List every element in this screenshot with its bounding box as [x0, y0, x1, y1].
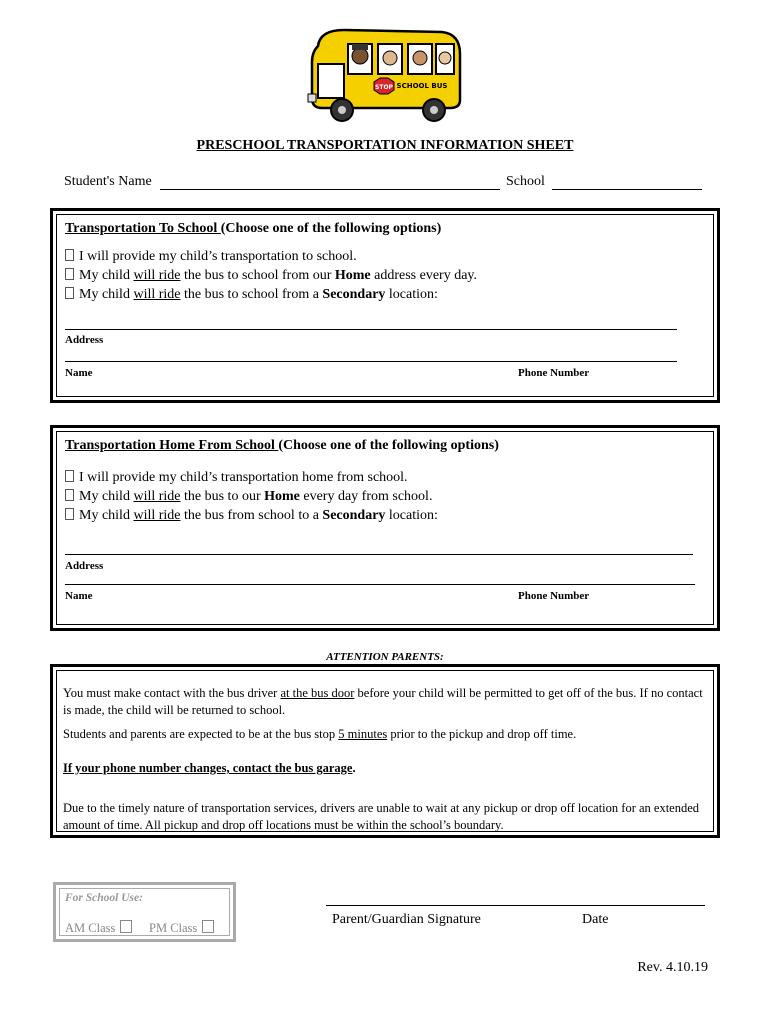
option-text: My child — [79, 268, 134, 283]
checkbox-icon[interactable] — [65, 508, 74, 520]
to-school-heading-instruction: (Choose one of the following options) — [220, 221, 442, 236]
checkbox-icon[interactable] — [202, 920, 214, 933]
option-emphasis: will ride — [133, 489, 181, 504]
to-school-option-1[interactable] — [65, 249, 357, 265]
home-from-school-heading — [65, 438, 499, 454]
paragraph-text: before your child will be permitted to get off of the bus. If no contact is made, the child will be returned to school. — [63, 686, 703, 717]
attention-box — [50, 664, 720, 838]
home-from-school-heading-title: Transportation Home From School — [65, 438, 279, 453]
option-emphasis: will ride — [133, 268, 181, 283]
option-text: every day from school. — [299, 489, 433, 504]
attention-paragraph-4: Due to the timely nature of transportation services, drivers are unable to wait at any pickup or drop off location for an extended amount of time. All pickup and drop off locations must be within the school’s boundary. — [63, 801, 700, 832]
to-school-option-2[interactable] — [65, 268, 477, 284]
option-text: My child — [79, 508, 134, 523]
checkbox-icon[interactable] — [65, 268, 74, 280]
student-name-label: Student's Name — [64, 174, 152, 189]
to-school-section — [50, 208, 720, 403]
option-text: My child — [79, 489, 134, 504]
paragraph-text: Students and parents are expected to be at the bus stop — [63, 727, 339, 741]
to-school-heading — [65, 221, 441, 237]
paragraph-emphasis: at the bus door — [280, 686, 355, 700]
option-text: My child — [79, 287, 134, 302]
paragraph-emphasis: If your phone number changes, contact the bus garage — [63, 761, 353, 775]
option-text: the bus to school from our — [180, 268, 335, 283]
name-label: Name — [65, 367, 93, 379]
name-phone-field[interactable] — [65, 584, 695, 585]
option-text: I will provide my child’s transportation home from school. — [79, 470, 408, 485]
option-text: I will provide my child’s transportation to school. — [79, 249, 357, 264]
home-from-school-section — [50, 425, 720, 631]
attention-paragraph-2 — [63, 726, 703, 743]
school-label: School — [506, 174, 545, 189]
checkbox-icon[interactable] — [65, 249, 74, 261]
option-emphasis: will ride — [133, 508, 181, 523]
checkbox-icon[interactable] — [65, 287, 74, 299]
option-text: the bus to school from a — [180, 287, 323, 302]
address-field[interactable] — [65, 554, 693, 555]
home-from-school-heading-instruction: (Choose one of the following options) — [278, 438, 499, 453]
checkbox-icon[interactable] — [120, 920, 132, 933]
name-label: Name — [65, 590, 93, 602]
attention-paragraph-1 — [63, 685, 703, 719]
pm-class-option[interactable] — [149, 920, 214, 936]
student-info-row — [64, 174, 714, 194]
school-use-box — [53, 882, 236, 942]
signature-field[interactable] — [326, 905, 705, 906]
attention-paragraph-3 — [63, 760, 703, 777]
am-class-label: AM Class — [65, 921, 116, 935]
student-name-field[interactable] — [160, 189, 500, 190]
home-option-1[interactable] — [65, 470, 408, 486]
parent-signature-label: Parent/Guardian Signature — [332, 912, 481, 927]
attention-heading: ATTENTION PARENTS: — [326, 651, 444, 663]
option-text: the bus from school to a — [180, 508, 323, 523]
phone-label: Phone Number — [518, 367, 590, 379]
paragraph-text: . — [352, 761, 356, 775]
option-bold: Secondary — [322, 287, 386, 302]
option-bold: Home — [264, 489, 300, 504]
paragraph-text: You must make contact with the bus driver — [63, 686, 281, 700]
bus-side-text: SCHOOL BUS — [396, 82, 448, 90]
to-school-heading-title: Transportation To School — [65, 221, 221, 236]
option-text: the bus to our — [180, 489, 265, 504]
option-text: location: — [385, 508, 438, 523]
checkbox-icon[interactable] — [65, 470, 74, 482]
school-bus-logo — [304, 24, 466, 124]
school-field[interactable] — [552, 189, 702, 190]
school-use-title: For School Use: — [65, 892, 143, 904]
to-school-option-3[interactable] — [65, 287, 438, 303]
page-title: PRESCHOOL TRANSPORTATION INFORMATION SHEET — [196, 138, 574, 153]
home-option-2[interactable] — [65, 489, 432, 505]
option-text: location: — [385, 287, 438, 302]
address-label: Address — [65, 560, 104, 572]
option-emphasis: will ride — [133, 287, 181, 302]
paragraph-emphasis: 5 minutes — [338, 727, 388, 741]
paragraph-text: prior to the pickup and drop off time. — [387, 727, 577, 741]
stop-sign-text: STOP — [375, 84, 393, 91]
am-class-option[interactable] — [65, 920, 132, 936]
option-text: address every day. — [370, 268, 478, 283]
address-field[interactable] — [65, 329, 677, 330]
option-bold: Secondary — [322, 508, 386, 523]
name-phone-field[interactable] — [65, 361, 677, 362]
option-bold: Home — [334, 268, 371, 283]
address-label: Address — [65, 334, 104, 346]
date-label: Date — [582, 912, 609, 927]
checkbox-icon[interactable] — [65, 489, 74, 501]
phone-label: Phone Number — [518, 590, 590, 602]
home-option-3[interactable] — [65, 508, 438, 524]
revision-label: Rev. 4.10.19 — [637, 960, 708, 975]
pm-class-label: PM Class — [149, 921, 198, 935]
